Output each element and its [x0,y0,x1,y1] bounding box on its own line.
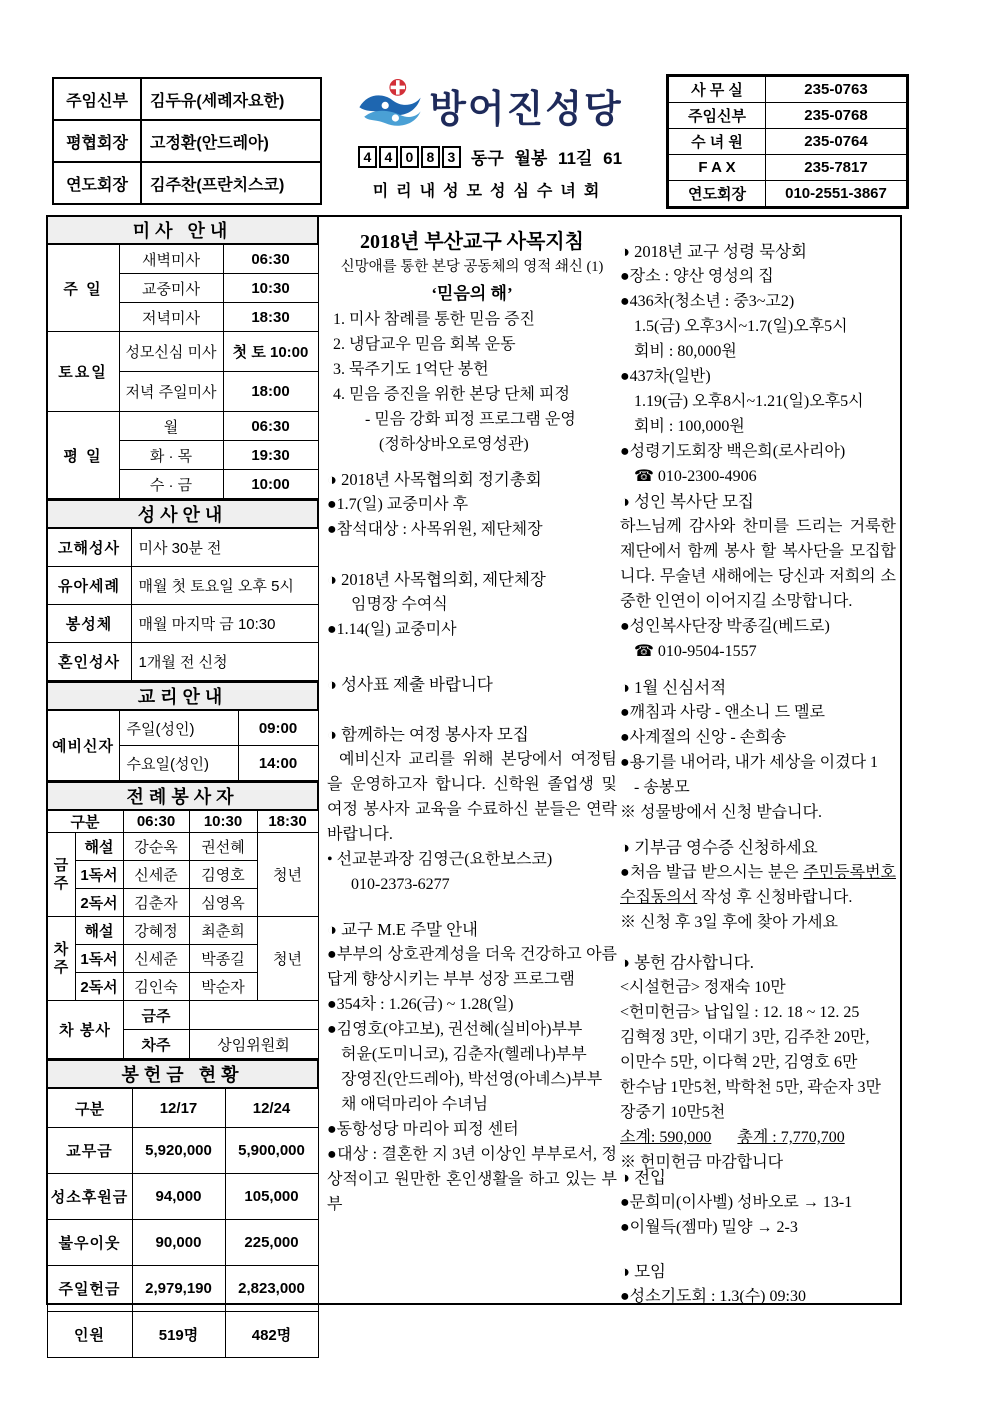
text-line: • 선교분과장 김영근(요한보스코) [327,851,553,868]
text-line: 1. 미사 참례를 통한 믿음 증진 [333,311,536,328]
church-name: 방어진성당 [429,89,623,131]
text-line: ●김영호(야고보), 권선혜(실비아)부부 [327,1021,583,1038]
table-row [668,155,908,181]
section-heading: ◑ 교구 M.E 주말 안내 [327,920,478,939]
sacrament-value: 매월 마지막 금 10:30 [131,605,318,643]
catechism-time: 09:00 [238,710,318,746]
section-title: 교리안내 [47,682,318,710]
middle-column [327,217,617,1303]
catechism-name: 수요일(성인) [119,746,238,781]
section-devotional-books [620,675,896,825]
offering-label: 주일헌금 [47,1266,132,1312]
section-pastoral-guideline [327,229,617,457]
paragraph: 예비신자 교리를 위해 본당에서 여정팀을 운영하고자 합니다. 신학원 졸업생 및 여정 봉사자 교육을 수료하신 분들은 연락 바랍니다. [327,751,617,843]
server-youth: 청년 [257,833,318,917]
phone-label: 사 무 실 [668,76,766,103]
text-line: 1.5(금) 오후3시~1.7(일)오후5시 [634,318,848,335]
servers-col-header: 구분 [47,810,123,833]
sacrament-label: 혼인성사 [47,643,131,681]
section-heading: ◑ 모임 [620,1262,666,1281]
offering-value: 90,000 [132,1220,225,1266]
mass-group: 주 일 [47,244,119,332]
tea-value: 상임위원회 [189,1030,318,1059]
text-line: <헌미헌금> 납입일 : 12. 18 ~ 12. 25 [620,1004,860,1021]
offering-label: 성소후원금 [47,1174,132,1220]
text-line: ●용기를 내어라, 내가 세상을 이겼다 1 [620,754,879,771]
text-line: ☎ 010-9504-1557 [634,643,757,660]
server-name: 김영호 [189,861,257,889]
section-heading: ◑ 1월 신심서적 [620,678,727,697]
staff-label: 주임신부 [53,78,141,120]
server-name: 권선혜 [189,833,257,861]
section-donation-receipt [620,835,896,935]
mass-name: 저녁미사 [119,303,223,332]
servers-col-header: 18:30 [257,810,318,833]
server-youth: 청년 [257,917,318,1001]
totals-line [620,1125,896,1150]
sacrament-label: 고해성사 [47,528,131,567]
tea-week: 금주 [123,1001,189,1030]
catechism-time: 14:00 [238,746,318,781]
section-transfer-in [620,1165,896,1240]
server-role: 1독서 [75,861,123,889]
offering-value: 94,000 [132,1174,225,1220]
church-address [330,144,650,169]
pastoral-theme: ‘믿음의 해’ [431,284,513,303]
sacrament-label: 봉성체 [47,605,131,643]
section-heading: ◑ 함께하는 여정 봉사자 모집 [327,725,529,744]
bulletin-body [46,215,902,1344]
text-line: ●1.7(일) 교중미사 후 [327,496,469,513]
phone-label: 주임신부 [668,103,766,129]
congregation-name: 미리내성모성심수녀회 [372,183,608,200]
section-sacrament-card [327,672,617,697]
phone-label: F A X [668,155,766,181]
table-row [53,78,321,120]
server-name: 김춘자 [123,889,189,917]
section-offering-thanks [620,950,896,1175]
text-line: ●성소기도회 : 1.3(수) 09:30 [620,1288,806,1305]
paragraph: ●처음 발급 받으시는 분은 주민등록번호 수집동의서 작성 후 신청바랍니다. [620,864,896,906]
servers-week-label: 차주 [47,917,75,1001]
text-line: - 믿음 강화 피정 프로그램 운영 [365,411,576,428]
section-title: 미사 안내 [47,216,318,244]
tea-service-label: 차 봉사 [47,1001,123,1059]
server-name: 박종길 [189,945,257,973]
staff-table [52,77,322,205]
offering-value: 482명 [225,1312,318,1358]
postal-digit: 8 [421,146,440,168]
section-heading: ◑ 2018년 사목협의회 정기총회 [327,470,542,489]
section-holy-spirit-retreat [620,239,896,489]
text-line: ●437차(일반) [620,368,711,385]
text-line: ●436차(청소년 : 중3~고2) [620,293,795,310]
phone-value: 235-0763 [766,76,908,103]
offering-value: 2,823,000 [225,1266,318,1312]
server-role: 해설 [75,833,123,861]
section-journey-volunteers [327,722,617,897]
section-me-weekend [327,917,617,1217]
offering-value: 105,000 [225,1174,318,1220]
mass-schedule-table [46,215,319,499]
sacraments-table [46,499,319,681]
mass-group: 평 일 [47,412,119,499]
church-identity [330,76,650,201]
pastoral-title: 2018년 부산교구 사목지침 [360,231,584,253]
mass-name: 수 · 금 [119,470,223,499]
table-row [668,129,908,155]
catechism-name: 주일(성인) [119,710,238,746]
address-text: 동구 월봉 11길 61 [470,149,623,168]
text-line: ●354차 : 1.26(금) ~ 1.28(일) [327,996,514,1013]
postal-digit: 3 [442,146,461,168]
text-line: 허윤(도미니코), 김춘자(헬레나)부부 [341,1046,587,1063]
phone-value: 010-2551-3867 [766,181,908,208]
staff-label: 평협회장 [53,120,141,162]
server-name: 강순옥 [123,833,189,861]
phone-value: 235-7817 [766,155,908,181]
offering-value: 225,000 [225,1220,318,1266]
tea-value [189,1001,318,1030]
subtotal: 소계: 590,000 [620,1129,712,1146]
text-line: ●깨침과 사랑 - 앤소니 드 멜로 [620,704,826,721]
text-line: ☎ 010-2300-4906 [634,468,757,485]
mass-name: 교중미사 [119,274,223,303]
text-line: ●성령기도회장 백은희(로사리아) [620,443,846,460]
left-column [46,215,317,1358]
text-line: 장중기 10만5천 [620,1104,726,1121]
section-title: 전례봉사자 [47,782,318,810]
text-line: ●부부의 상호관계성을 더욱 건강하고 아름답게 향상시키는 부부 성장 프로그램 [327,946,617,988]
text-line: (정하상바오로영성관) [379,436,529,453]
underlined-text: 주민등록번호 수집동의서 [620,864,896,906]
server-name: 심영옥 [189,889,257,917]
church-logo-icon [357,76,423,135]
staff-label: 연도회장 [53,162,141,204]
mass-time: 첫 토 10:00 [223,332,318,372]
phone-value: 235-0768 [766,103,908,129]
postal-digit: 0 [400,146,419,168]
catechism-group: 예비신자 [47,710,119,781]
offering-value: 2,979,190 [132,1266,225,1312]
offering-col-header: 12/17 [132,1088,225,1128]
section-heading: ◑ 성인 복사단 모집 [620,492,754,511]
text-line: ※ 성물방에서 신청 받습니다. [620,804,823,821]
phone-label: 연도회장 [668,181,766,208]
mass-name: 성모신심 미사 [119,332,223,372]
server-name: 최춘희 [189,917,257,945]
text-line: 장영진(안드레아), 박선영(아녜스)부부 [341,1071,603,1088]
mass-time: 10:30 [223,274,318,303]
postal-digit: 4 [379,146,398,168]
servers-col-header: 06:30 [123,810,189,833]
section-heading: ◑ 전입 [620,1168,666,1187]
offering-value: 5,900,000 [225,1128,318,1174]
text-line: ●장소 : 양산 영성의 집 [620,268,774,285]
table-row [53,162,321,204]
text-line: 010-2373-6277 [351,876,450,893]
mass-name: 화 · 목 [119,441,223,470]
offering-table [46,1059,319,1358]
total: 총계 : 7,770,700 [737,1129,845,1146]
section-adult-altar-servers [620,489,896,664]
table-row [53,120,321,162]
servers-table [46,781,319,1059]
text-line: ●1.14(일) 교중미사 [327,621,457,638]
text-line: ●동항성당 마리아 피정 센터 [327,1121,519,1138]
text-line: ●이월득(젬마) 밀양 → 2-3 [620,1219,798,1236]
servers-week-label: 금주 [47,833,75,917]
sacrament-value: 1개월 전 신청 [131,643,318,681]
staff-value: 고정환(안드레아) [141,120,321,162]
tea-week: 차주 [123,1030,189,1059]
text-line: 김혁정 3만, 이대기 3만, 김주찬 20만, [620,1029,870,1046]
text-line: 회비 : 80,000원 [634,343,737,360]
mass-time: 06:30 [223,244,318,274]
mass-group: 토요일 [47,332,119,412]
text-line: 3. 묵주기도 1억단 봉헌 [333,361,489,378]
section-heading: ◑ 2018년 사목협의회, 제단체장 [327,570,546,589]
text-line: ●문희미(이사벨) 성바오로 → 13-1 [620,1194,853,1211]
server-name: 강혜정 [123,917,189,945]
offering-col-header: 구분 [47,1088,132,1128]
mass-name: 저녁 주일미사 [119,372,223,412]
offering-value: 5,920,000 [132,1128,225,1174]
catechism-table [46,681,319,781]
sacrament-label: 유아세례 [47,567,131,605]
text-line: 채 애덕마리아 수녀님 [341,1096,489,1113]
staff-value: 김주찬(프란치스코) [141,162,321,204]
section-title: 성사안내 [47,500,318,528]
section-heading: ◑ 봉헌 감사합니다. [620,953,754,972]
mass-time: 06:30 [223,412,318,441]
server-role: 2독서 [75,973,123,1001]
phone-value: 235-0764 [766,129,908,155]
mass-name: 월 [119,412,223,441]
offering-label: 교무금 [47,1128,132,1174]
table-row [668,76,908,103]
mass-time: 18:30 [223,303,318,332]
section-general-assembly [327,467,617,542]
right-column [620,217,896,1303]
postal-digit: 4 [358,146,377,168]
text-line: 4. 믿음 증진을 위한 본당 단체 피정 [333,386,570,403]
server-role: 1독서 [75,945,123,973]
offering-value: 519명 [132,1312,225,1358]
server-name: 김인숙 [123,973,189,1001]
phone-label: 수 녀 원 [668,129,766,155]
sacrament-value: 미사 30분 전 [131,528,318,567]
text-line: ●사계절의 신앙 - 손희송 [620,729,787,746]
table-row [668,103,908,129]
section-heading: ◑ 성사표 제출 바랍니다 [327,675,493,694]
staff-value: 김두유(세례자요한) [141,78,321,120]
server-role: 2독서 [75,889,123,917]
text-line: 2. 냉담교우 믿음 회복 운동 [333,336,516,353]
server-name: 신세준 [123,861,189,889]
text-line: ※ 신청 후 3일 후에 찾아 가세요 [620,914,839,931]
phone-table [666,74,909,209]
section-appointment-ceremony [327,567,617,642]
mass-time: 18:00 [223,372,318,412]
text-line: - 송봉모 [634,779,690,796]
paragraph: 하느님께 감사와 찬미를 드리는 거룩한 제단에서 함께 봉사 할 복사단을 모집합니다. 무술년 새해에는 당신과 저희의 소중한 인연이 이어지길 소망합니다. [620,518,896,610]
table-row [668,181,908,208]
text-line: <시설헌금> 정재숙 10만 [620,979,786,996]
section-heading: ◑ 기부금 영수증 신청하세요 [620,838,818,857]
offering-col-header: 12/24 [225,1088,318,1128]
servers-col-header: 10:30 [189,810,257,833]
mass-time: 10:00 [223,470,318,499]
server-role: 해설 [75,917,123,945]
mass-time: 19:30 [223,441,318,470]
section-heading: ◑ 2018년 교구 성령 묵상회 [620,242,807,261]
section-meetings [620,1259,896,1309]
text-line: 한수남 1만5천, 박학천 5만, 곽순자 3만 [620,1079,881,1096]
offering-label: 불우이웃 [47,1220,132,1266]
offering-label: 인원 [47,1312,132,1358]
text-line: ●대상 : 결혼한 지 3년 이상인 부부로서, 정상적이고 원만한 혼인생활을 하고 있는 부부 [327,1146,617,1213]
text-line: 회비 : 100,000원 [634,418,745,435]
server-name: 신세준 [123,945,189,973]
text-line: ●성인복사단장 박종길(베드로) [620,618,830,635]
text-line: 1.19(금) 오후8시~1.21(일)오후5시 [634,393,864,410]
sacrament-value: 매월 첫 토요일 오후 5시 [131,567,318,605]
pastoral-subtitle: 신망애를 통한 본당 공동체의 영적 쇄신 (1) [340,259,604,275]
text-line: ※ 헌미헌금 마감합니다 [620,1154,784,1171]
text-line: 임명장 수여식 [351,596,448,613]
text-line: ●참석대상 : 사목위원, 제단체장 [327,521,543,538]
mass-name: 새벽미사 [119,244,223,274]
text-line: 이만수 5만, 이다혁 2만, 김영호 6만 [620,1054,858,1071]
server-name: 박순자 [189,973,257,1001]
section-title: 봉헌금 현황 [47,1060,318,1088]
